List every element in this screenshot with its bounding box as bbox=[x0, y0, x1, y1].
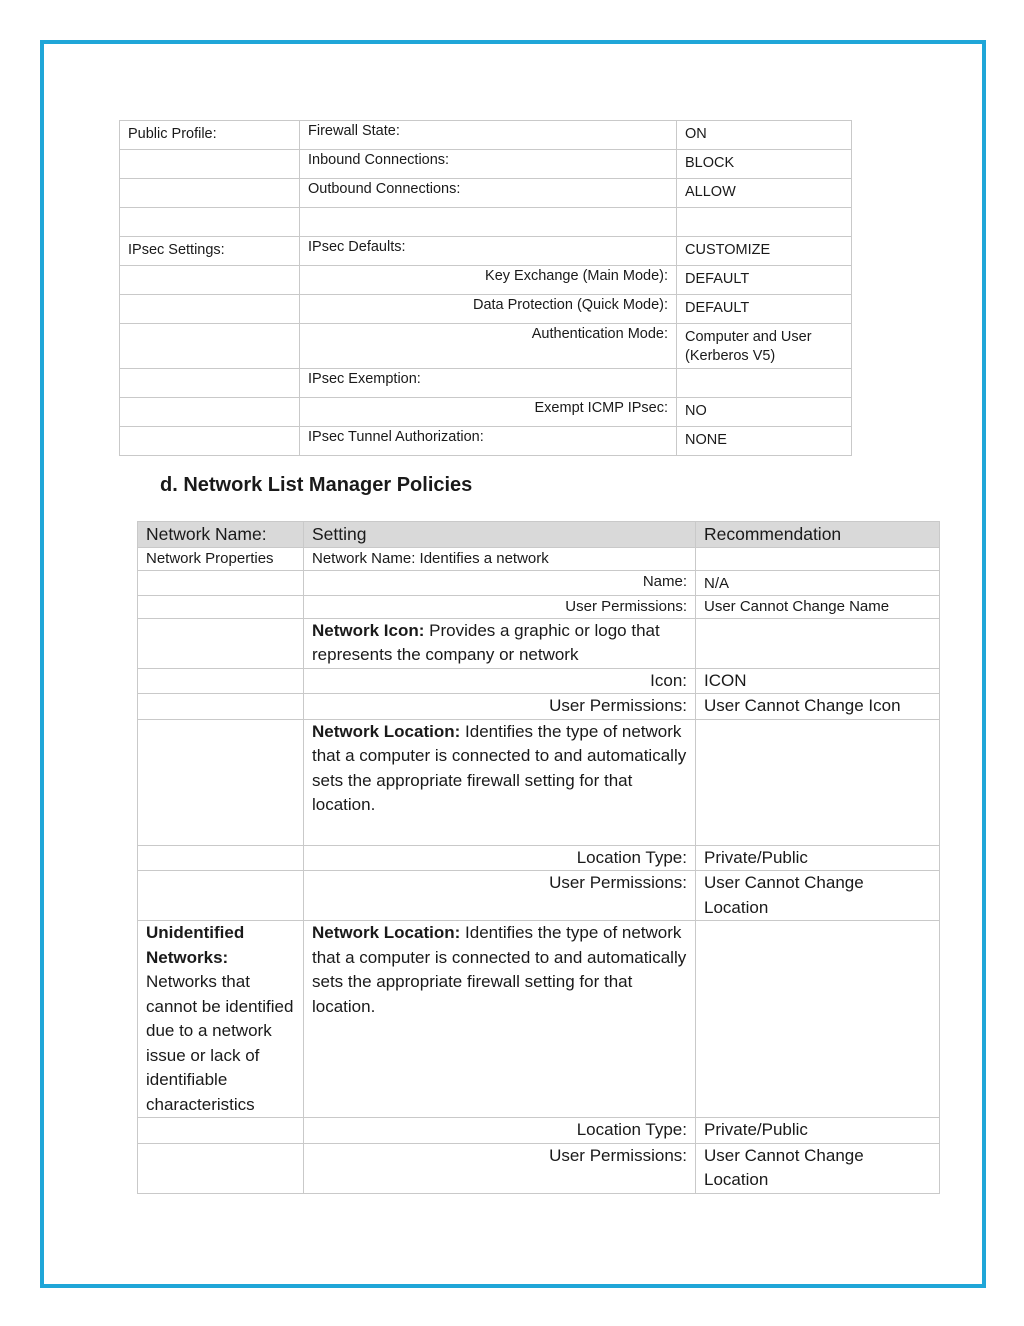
key-exchange-value: DEFAULT bbox=[677, 266, 852, 295]
icon-value: ICON bbox=[696, 668, 940, 694]
location-type-value: Private/Public bbox=[696, 845, 940, 871]
header-recommendation: Recommendation bbox=[696, 522, 940, 548]
table-row bbox=[120, 237, 852, 266]
table-row bbox=[138, 668, 940, 694]
firewall-state-value: ON bbox=[677, 121, 852, 150]
auth-mode-value: Computer and User (Kerberos V5) bbox=[677, 324, 852, 369]
table-row bbox=[138, 921, 940, 1118]
network-location-desc: Network Location: Identifies the type of network that a computer is connected to and automatically sets the appropriate firewall setting for that location. bbox=[304, 719, 696, 845]
data-protection-label: Data Protection (Quick Mode): bbox=[300, 295, 677, 324]
unidentified-networks-desc: Unidentified Networks: Networks that cannot be identified due to a network issue or lack of identifiable characteristics bbox=[138, 921, 304, 1118]
table-row bbox=[120, 427, 852, 456]
table-row bbox=[120, 266, 852, 295]
section-heading: d. Network List Manager Policies bbox=[160, 474, 473, 496]
location-permissions-label: User Permissions: bbox=[304, 871, 696, 921]
ipsec-exemption-label: IPsec Exemption: bbox=[300, 369, 677, 398]
unidentified-location-title: Network Location: bbox=[312, 923, 461, 942]
table-row bbox=[138, 618, 940, 668]
table-row bbox=[138, 871, 940, 921]
unidentified-networks-title: Unidentified Networks: bbox=[146, 923, 245, 967]
location-type-label: Location Type: bbox=[304, 845, 696, 871]
network-name-desc: Network Name: Identifies a network bbox=[304, 547, 696, 570]
unidentified-location-desc: Network Location: Identifies the type of network that a computer is connected to and automatically sets the appropriate firewall setting for that location. bbox=[304, 921, 696, 1118]
unidentified-permissions-value: User Cannot Change Location bbox=[696, 1143, 940, 1193]
table-row bbox=[120, 369, 852, 398]
firewall-state-label: Firewall State: bbox=[300, 121, 677, 150]
exempt-icmp-value: NO bbox=[677, 398, 852, 427]
table-row bbox=[138, 845, 940, 871]
data-protection-value: DEFAULT bbox=[677, 295, 852, 324]
table-row bbox=[138, 595, 940, 618]
table-row bbox=[120, 179, 852, 208]
table-row bbox=[120, 398, 852, 427]
table-row bbox=[120, 121, 852, 150]
outbound-label: Outbound Connections: bbox=[300, 179, 677, 208]
ipsec-settings-label: IPsec Settings: bbox=[120, 237, 300, 266]
network-icon-title: Network Icon: bbox=[312, 620, 425, 640]
public-profile-label: Public Profile: bbox=[120, 121, 300, 150]
table-header-row bbox=[138, 522, 940, 548]
network-properties-label: Network Properties bbox=[138, 547, 304, 570]
location-permissions-value: User Cannot Change Location bbox=[696, 871, 940, 921]
header-setting: Setting bbox=[304, 522, 696, 548]
tunnel-auth-value: NONE bbox=[677, 427, 852, 456]
table-row bbox=[138, 570, 940, 595]
inbound-label: Inbound Connections: bbox=[300, 150, 677, 179]
table-row bbox=[120, 208, 852, 237]
icon-label: Icon: bbox=[304, 668, 696, 694]
table-row bbox=[120, 150, 852, 179]
auth-mode-label: Authentication Mode: bbox=[300, 324, 677, 369]
network-icon-desc: Network Icon: Provides a graphic or logo that represents the company or network bbox=[304, 618, 696, 668]
network-list-manager-table bbox=[137, 521, 940, 1194]
table-row bbox=[138, 1143, 940, 1193]
inbound-value: BLOCK bbox=[677, 150, 852, 179]
name-permissions-value: User Cannot Change Name bbox=[696, 595, 940, 618]
ipsec-defaults-label: IPsec Defaults: bbox=[300, 237, 677, 266]
name-value: N/A bbox=[696, 570, 940, 595]
tunnel-auth-label: IPsec Tunnel Authorization: bbox=[300, 427, 677, 456]
name-permissions-label: User Permissions: bbox=[304, 595, 696, 618]
header-network-name: Network Name: bbox=[138, 522, 304, 548]
table-row bbox=[120, 324, 852, 369]
ipsec-defaults-value: CUSTOMIZE bbox=[677, 237, 852, 266]
table-row bbox=[138, 719, 940, 845]
firewall-settings-table bbox=[119, 120, 852, 456]
table-row bbox=[138, 1118, 940, 1144]
network-location-title: Network Location: bbox=[312, 721, 461, 741]
unidentified-location-type-label: Location Type: bbox=[304, 1118, 696, 1144]
unidentified-location-type-value: Private/Public bbox=[696, 1118, 940, 1144]
exempt-icmp-label: Exempt ICMP IPsec: bbox=[300, 398, 677, 427]
unidentified-permissions-label: User Permissions: bbox=[304, 1143, 696, 1193]
table-row bbox=[138, 694, 940, 720]
icon-permissions-value: User Cannot Change Icon bbox=[696, 694, 940, 720]
icon-permissions-label: User Permissions: bbox=[304, 694, 696, 720]
table-row bbox=[120, 295, 852, 324]
outbound-value: ALLOW bbox=[677, 179, 852, 208]
name-label: Name: bbox=[304, 570, 696, 595]
key-exchange-label: Key Exchange (Main Mode): bbox=[300, 266, 677, 295]
table-row bbox=[138, 547, 940, 570]
